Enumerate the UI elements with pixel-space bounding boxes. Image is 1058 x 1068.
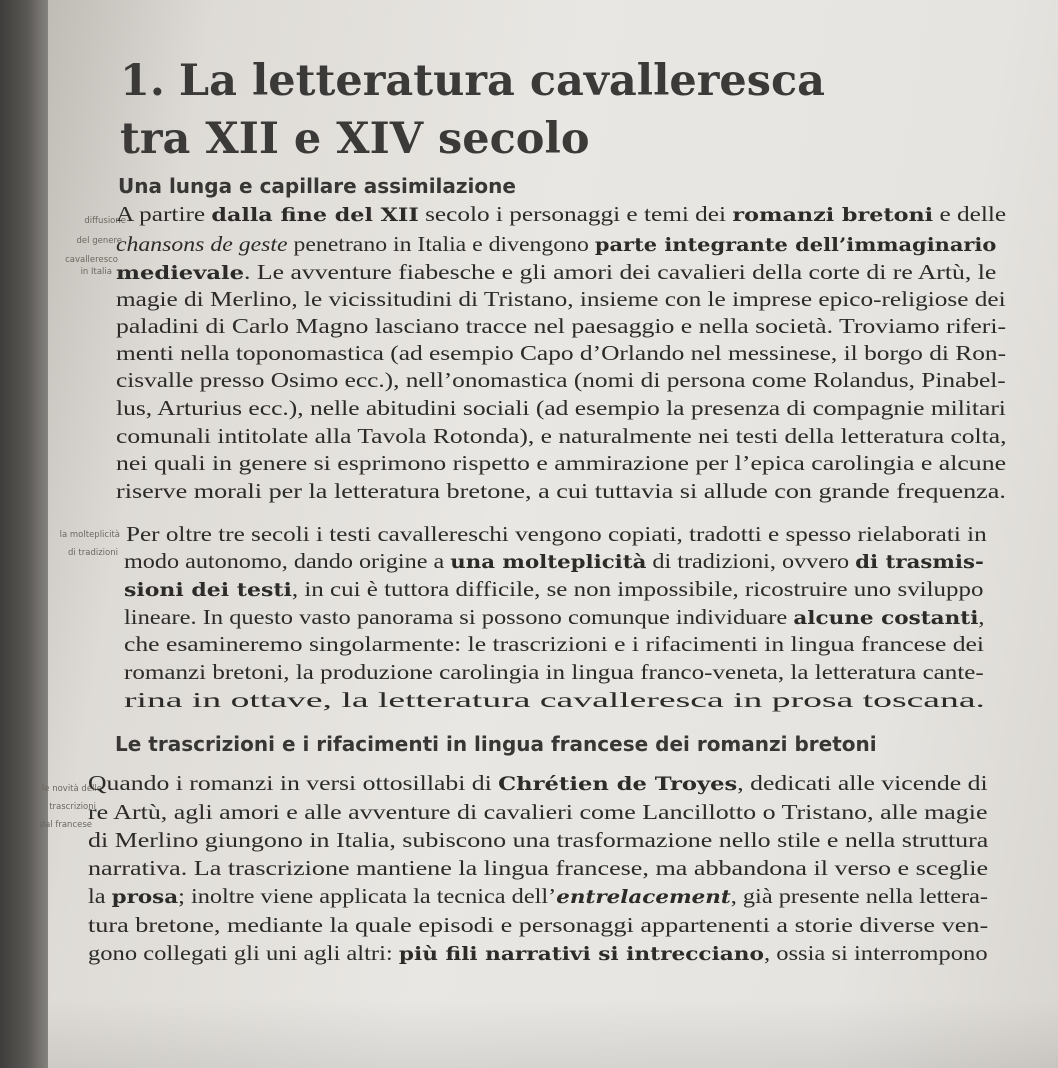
margin-note-line: dal francese xyxy=(39,820,92,830)
text-line xyxy=(126,522,987,547)
margin-note-line: le novità delle xyxy=(41,784,102,794)
text-run: secolo i personaggi e temi dei xyxy=(418,202,733,226)
text-line xyxy=(116,479,1006,504)
margin-note-line: trascrizioni xyxy=(49,802,96,812)
text-run: rina in ottave, la letteratura cavalleresca in prosa toscana. xyxy=(124,688,985,712)
text-run: riserve morali per la letteratura bretone, a cui tuttavia si allude con grande frequenza. xyxy=(116,479,1006,503)
subsection-heading-trascrizioni: Le trascrizioni e i rifacimenti in lingua francese dei romanzi bretoni xyxy=(115,732,877,756)
text-line xyxy=(88,913,988,938)
text-run: Quando i romanzi in versi ottosillabi di xyxy=(88,771,499,795)
text-run: ; inoltre viene applicata la tecnica dell’ xyxy=(178,884,557,908)
text-run: A partire xyxy=(116,202,212,226)
text-run: narrativa. La trascrizione mantiene la lingua francese, ma abbandona il verso e sceglie xyxy=(88,856,989,880)
text-run: , in cui è tuttora difficile, se non impossibile, ricostruire uno sviluppo xyxy=(291,577,984,601)
text-run: nei quali in genere si esprimono rispetto e ammirazione per l’epica carolingia e alcune xyxy=(116,451,1007,475)
text-run: dalla fine del XII xyxy=(211,205,419,226)
text-run: entrelacement xyxy=(556,887,731,908)
text-line xyxy=(116,202,1006,227)
text-run: romanzi bretoni xyxy=(732,205,934,226)
text-run: di tradizioni, ovvero xyxy=(646,549,856,573)
text-line xyxy=(116,424,1006,449)
text-line xyxy=(88,771,988,796)
text-line xyxy=(124,688,985,713)
text-run: romanzi bretoni, la produzione carolingia in lingua franco-veneta, la letteratura cante- xyxy=(124,660,984,684)
margin-note-line: in Italia xyxy=(80,267,112,277)
text-line xyxy=(116,396,1006,421)
section-title-text1: La letteratura cavalleresca xyxy=(178,56,826,106)
section-number: 1. xyxy=(120,56,165,106)
text-run: chansons de geste xyxy=(116,232,288,256)
text-run: tura bretone, mediante la quale episodi e personaggi appartenenti a storie diverse ven- xyxy=(88,913,989,937)
text-run: , dedicati alle vicende di xyxy=(737,771,988,795)
text-line xyxy=(124,632,984,657)
text-run: menti nella toponomastica (ad esempio Capo d’Orlando nel messinese, il borgo di Ron- xyxy=(116,341,1007,365)
section-title xyxy=(120,52,880,168)
margin-note-line: cavalleresco xyxy=(65,255,118,265)
margin-note-line: di tradizioni xyxy=(67,548,118,558)
margin-note-line: la molteplicità xyxy=(59,530,120,540)
textbook-page xyxy=(39,0,1058,1068)
text-line xyxy=(116,260,996,285)
text-run: , ossia si interrompono xyxy=(763,941,988,965)
text-line xyxy=(124,605,984,630)
section-title-line2: tra XII e XIV secolo xyxy=(120,114,590,164)
text-run: comunali intitolate alla Tavola Rotonda), e naturalmente nei testi della letteratura colta, xyxy=(116,424,1007,448)
text-run: Chrétien de Troyes xyxy=(498,774,738,795)
text-line xyxy=(124,577,983,602)
text-run: Per oltre tre secoli i testi cavallereschi vengono copiati, tradotti e spesso rielaborati in xyxy=(126,522,987,546)
text-run: una molteplicità xyxy=(450,552,647,573)
text-run: alcune costanti xyxy=(793,608,979,629)
text-line xyxy=(124,660,984,685)
text-run: lus, Arturius ecc.), nelle abitudini sociali (ad esempio la presenza di compagnie militari xyxy=(116,396,1006,420)
text-run: lineare. In questo vasto panorama si possono comunque individuare xyxy=(124,605,794,629)
text-run: la xyxy=(88,884,112,908)
margin-note-line: del genere xyxy=(76,236,122,246)
page-bottom-shade xyxy=(48,998,1058,1068)
text-run: paladini di Carlo Magno lasciano tracce nel paesaggio e nella società. Troviamo riferi- xyxy=(116,314,1007,338)
text-run: sioni dei testi xyxy=(124,580,292,601)
text-run: gono collegati gli uni agli altri: xyxy=(88,941,399,965)
text-line xyxy=(124,549,984,574)
text-run: che esamineremo singolarmente: le trascrizioni e i rifacimenti in lingua francese dei xyxy=(124,632,985,656)
text-run: , già presente nella lettera- xyxy=(730,884,988,908)
text-run: e delle xyxy=(933,202,1007,226)
text-line xyxy=(88,856,988,881)
text-run: penetrano in Italia e divengono xyxy=(287,232,595,256)
text-line xyxy=(116,341,1006,366)
text-run: cisvalle presso Osimo ecc.), nell’onomastica (nomi di persona come Rolandus, Pinabel- xyxy=(116,368,1006,392)
text-line xyxy=(88,828,988,853)
text-line xyxy=(88,800,988,825)
text-run: di trasmis- xyxy=(855,552,984,573)
section-title-line1 xyxy=(120,52,880,110)
text-run: medievale xyxy=(116,263,245,284)
margin-note-line: diffusione xyxy=(84,216,126,226)
text-run: re Artù, agli amori e alle avventure di cavalieri come Lancillotto o Tristano, alle magie xyxy=(88,800,988,824)
text-line xyxy=(88,884,988,909)
text-run: magie di Merlino, le vicissitudini di Tristano, insieme con le imprese epico-religiose dei xyxy=(116,287,1006,311)
text-run: , xyxy=(978,605,985,629)
text-line xyxy=(88,941,988,966)
text-line xyxy=(116,368,1006,393)
text-run: modo autonomo, dando origine a xyxy=(124,549,451,573)
subsection-heading-assimilazione: Una lunga e capillare assimilazione xyxy=(118,174,516,198)
text-line xyxy=(116,232,996,257)
text-run: di Merlino giungono in Italia, subiscono una trasformazione nello stile e nella struttura xyxy=(88,828,989,852)
text-run: parte integrante dell’immaginario xyxy=(594,235,997,256)
text-line xyxy=(116,287,1006,312)
text-run: prosa xyxy=(111,887,179,908)
text-run: più fili narrativi si intrecciano xyxy=(398,944,764,965)
text-line xyxy=(116,314,1006,339)
text-run: . Le avventure fiabesche e gli amori dei cavalieri della corte di re Artù, le xyxy=(244,260,997,284)
text-line xyxy=(116,451,1006,476)
